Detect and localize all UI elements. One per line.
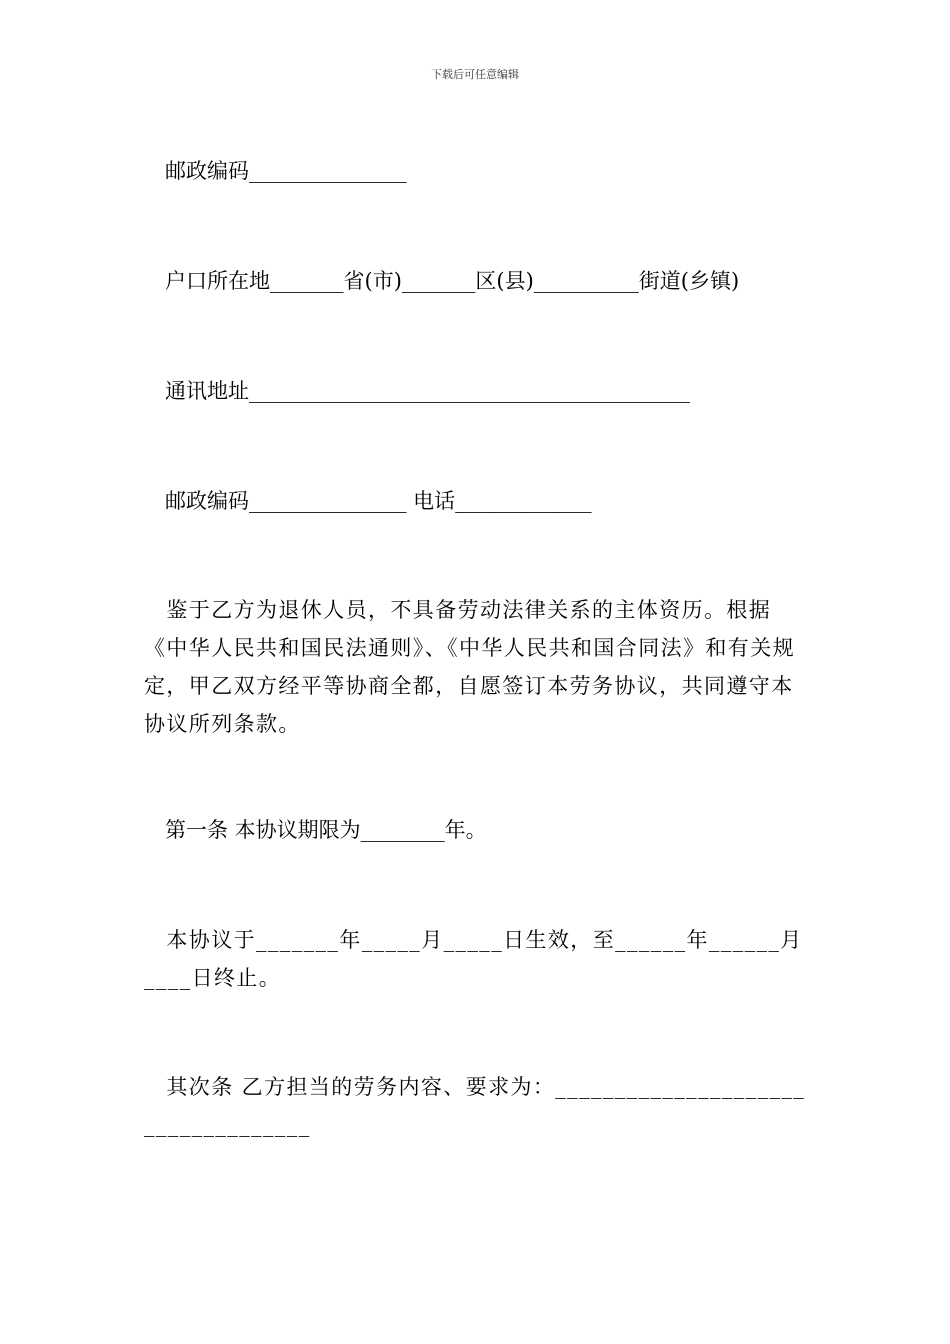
page-header: 下载后可任意编辑 — [431, 68, 519, 81]
article-2-paragraph: 其次条 乙方担当的劳务内容、要求为：___________________________________ — [144, 1075, 806, 1137]
postcode-phone-line: 邮政编码_______________ 电话_____________ — [144, 489, 592, 513]
postcode-line: 邮政编码_______________ — [144, 159, 407, 183]
term-paragraph: 本协议于_______年_____月_____日生效，至______年______月____日终止。 — [144, 928, 803, 990]
preamble-paragraph: 鉴于乙方为退休人员，不具备劳动法律关系的主体资历。根据《中华人民共和国民法通则》、《中华人民共和国合同法》和有关规定，甲乙双方经平等协商全都，自愿签订本劳务协议，共同遵守本协议所列条款。 — [144, 598, 795, 736]
hukou-line: 户口所在地_______省(市)_______区(县)__________街道(乡镇) — [144, 269, 740, 293]
address-line: 通讯地址__________________________________________ — [144, 379, 690, 403]
article-1-line: 第一条 本协议期限为________年。 — [144, 818, 487, 842]
